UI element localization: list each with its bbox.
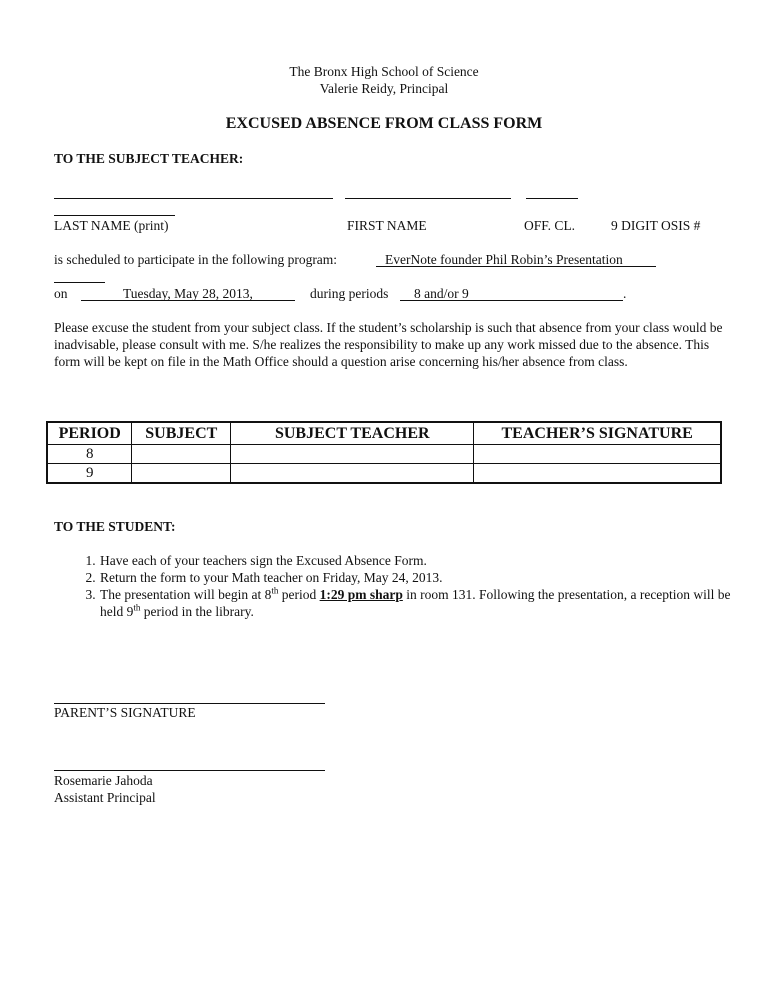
program-date: Tuesday, May 28, 2013,: [123, 286, 253, 301]
subject-cell[interactable]: [132, 445, 231, 464]
teacher-signature-cell[interactable]: [474, 464, 721, 484]
parent-signature-line[interactable]: [54, 703, 325, 704]
period-cell: 9: [47, 464, 132, 484]
period-table: [46, 421, 722, 484]
osis-line[interactable]: [54, 215, 175, 216]
off-cl-line[interactable]: [526, 198, 578, 199]
step-3-start: The presentation will begin at 8: [100, 587, 272, 602]
student-steps: [54, 552, 749, 620]
program-intro: is scheduled to participate in the following program:: [54, 252, 338, 267]
step-3-middle: in room 131. Following the presentation, a reception will be held 9: [100, 587, 731, 619]
form-title: EXCUSED ABSENCE FROM CLASS FORM: [225, 115, 543, 132]
step-2-text: Return the form to your Math teacher on Friday, May 24, 2013.: [100, 570, 443, 585]
periods-field[interactable]: [400, 286, 623, 301]
first-name-line[interactable]: [345, 198, 511, 199]
periods-end: .: [623, 286, 627, 301]
last-name-label: LAST NAME (print): [54, 218, 169, 233]
table-header-row: [47, 422, 721, 445]
parent-signature-label: PARENT’S SIGNATURE: [54, 705, 196, 720]
header-period: PERIOD: [47, 422, 132, 445]
program-name-field[interactable]: [376, 252, 656, 267]
on-label: on: [54, 286, 68, 301]
principal-name: Valerie Reidy, Principal: [319, 81, 449, 96]
list-item: [99, 552, 749, 569]
step-3-time: 1:29 pm sharp: [319, 587, 403, 602]
subject-teacher-cell[interactable]: [231, 464, 474, 484]
header-subject-teacher: SUBJECT TEACHER: [231, 422, 474, 445]
list-item: [99, 569, 749, 586]
table-row: [47, 445, 721, 464]
to-teacher-heading: TO THE SUBJECT TEACHER:: [54, 151, 244, 166]
program-name: EverNote founder Phil Robin’s Presentation: [385, 252, 623, 267]
header-teacher-signature: TEACHER’S SIGNATURE: [474, 422, 721, 445]
excuse-paragraph: Please excuse the student from your subject class. If the student’s scholarship is such that absence from your class would be inadvisable, please consult with me. S/he realizes the responsibility to make up any work missed due to the absence. This form will be kept on file in the Math Office should a question arise concerning his/her absence from class.: [54, 320, 723, 369]
step-1-text: Have each of your teachers sign the Excused Absence Form.: [100, 553, 427, 568]
last-name-line[interactable]: [54, 198, 333, 199]
step-3-sup-1: th: [271, 585, 279, 596]
to-student-heading: TO THE STUDENT:: [54, 519, 176, 534]
ap-name: Rosemarie Jahoda: [54, 773, 153, 788]
ap-title: Assistant Principal: [54, 790, 156, 805]
subject-cell[interactable]: [132, 464, 231, 484]
step-3-period: period: [278, 587, 320, 602]
date-field[interactable]: [81, 286, 295, 301]
step-3-sup-2: th: [133, 602, 141, 613]
table-row: [47, 464, 721, 484]
list-item: [99, 586, 749, 620]
osis-label: 9 DIGIT OSIS #: [611, 218, 701, 233]
step-3-end: period in the library.: [140, 604, 254, 619]
teacher-signature-cell[interactable]: [474, 445, 721, 464]
period-cell: 8: [47, 445, 132, 464]
program-continue-line: [54, 282, 105, 283]
header-subject: SUBJECT: [132, 422, 231, 445]
first-name-label: FIRST NAME: [347, 218, 427, 233]
program-periods: 8 and/or 9: [414, 286, 469, 301]
during-label: during periods: [310, 286, 389, 301]
ap-signature-line[interactable]: [54, 770, 325, 771]
school-name: The Bronx High School of Science: [289, 64, 479, 79]
subject-teacher-cell[interactable]: [231, 445, 474, 464]
off-cl-label: OFF. CL.: [524, 218, 576, 233]
